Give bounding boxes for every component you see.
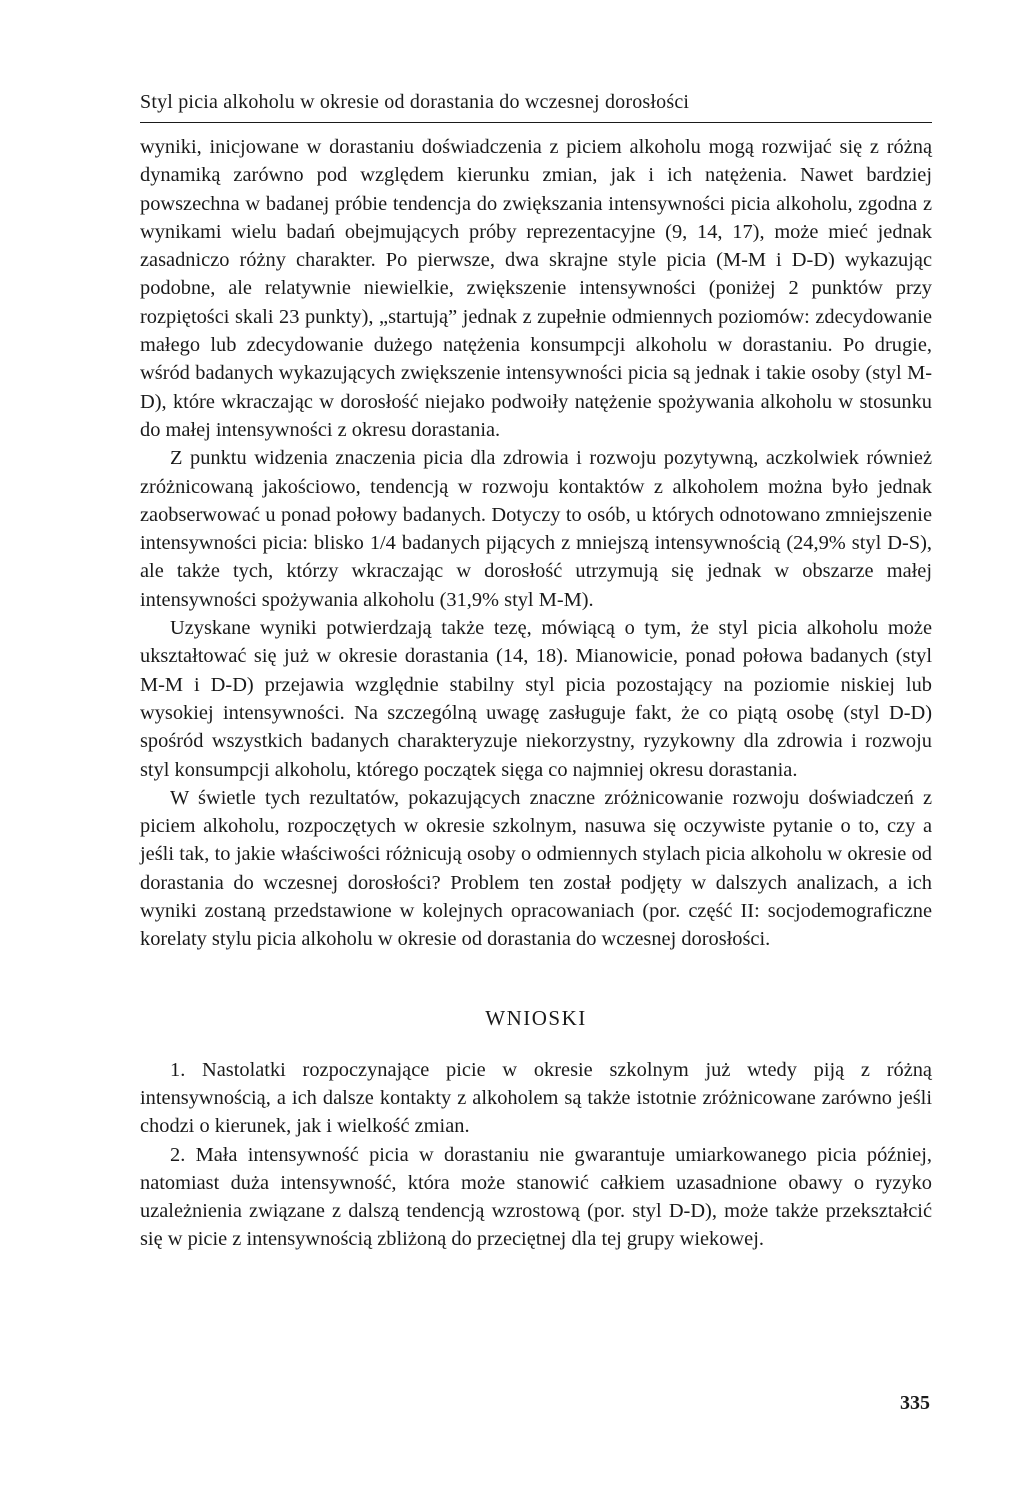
header-rule (140, 122, 932, 123)
body-text (140, 133, 932, 954)
section-heading: WNIOSKI (485, 1005, 587, 1030)
page-number: 335 (900, 1392, 930, 1414)
conclusion-item: 1. Nastolatki rozpoczynające picie w okresie szkolnym już wtedy piją z różną intensywnością, a ich dalsze kontakty z alkoholem są także istotnie zróżnicowane zarówno jeśli chodzi o kierunek, jak i wielkość zmian. (140, 1058, 932, 1138)
page (140, 88, 932, 1254)
paragraph-continued: wyniki, inicjowane w dorastaniu doświadczenia z piciem alkoholu mogą rozwijać się z różną dynamiką zarówno pod względem kierunku zmian, jak i ich natężenia. Nawet bardziej powszechna w badanej próbie tendencja do zwiększania intensywności picia alkoholu, zgodna z wynikami wielu badań obejmujących próby reprezentacyjne (9, 14, 17), może mieć jednak zasadniczo różny charakter. Po pierwsze, dwa skrajne style picia (M-M i D-D) wykazując podobne, ale relatywnie niewielkie, zwiększenie intensywności (poniżej 2 punktów przy rozpiętości skali 23 punkty), „startują” jednak z zupełnie odmiennych poziomów: zdecydowanie małego lub zdecydowanie dużego natężenia konsumpcji alkoholu w dorastaniu. Po drugie, wśród badanych wykazujących zwiększenie intensywności picia są jednak i takie osoby (styl M-D), które wkraczając w dorosłość niejako podwoiły natężenie spożywania alkoholu w stosunku do małej intensywności z okresu dorastania. (140, 136, 932, 441)
conclusions-list (140, 1056, 932, 1254)
running-header: Styl picia alkoholu w okresie od dorastania do wczesnej dorosłości (140, 91, 690, 113)
paragraph: Uzyskane wyniki potwierdzają także tezę, mówiącą o tym, że styl picia alkoholu może ukształtować się już w okresie dorastania (14, 18). Mianowicie, ponad połowa badanych (styl M-M i D-D) przejawia względnie stabilny styl picia pozostający na poziomie niskiej lub wysokiej intensywności. Na szczególną uwagę zasługuje fakt, że co piątą osobę (styl D-D) spośród wszystkich badanych charakteryzuje niekorzystny, ryzykowny dla zdrowia i rozwoju styl konsumpcji alkoholu, którego początek sięga co najmniej okresu dorastania. (140, 617, 932, 781)
paragraph: Z punktu widzenia znaczenia picia dla zdrowia i rozwoju pozytywną, aczkolwiek również zróżnicowaną jakościowo, tendencją w rozwoju kontaktów z alkoholem można było jednak zaobserwować u ponad połowy badanych. Dotyczy to osób, u których odnotowano zmniejszenie intensywności picia: blisko 1/4 badanych pijących z mniejszą intensywnością (24,9% styl D-S), ale także tych, którzy wkraczając w dorosłość utrzymują się jednak w obszarze małej intensywności spożywania alkoholu (31,9% styl M-M). (140, 447, 932, 611)
conclusion-item: 2. Mała intensywność picia w dorastaniu nie gwarantuje umiarkowanego picia później, natomiast duża intensywność, która może stanowić całkiem uzasadnione obawy o ryzyko uzależnienia związane z dalszą tendencją wzrostową (por. styl D-D), może także przekształcić się w picie z intensywnością zbliżoną do przeciętnej dla tej grupy wiekowej. (140, 1143, 932, 1251)
paragraph: W świetle tych rezultatów, pokazujących znaczne zróżnicowanie rozwoju doświadczeń z piciem alkoholu, rozpoczętych w okresie szkolnym, nasuwa się oczywiste pytanie o to, czy a jeśli tak, to jakie właściwości różnicują osoby o odmiennych stylach picia alkoholu w okresie od dorastania do wczesnej dorosłości? Problem ten został podjęty w dalszych analizach, a ich wyniki zostaną przedstawione w kolejnych opracowaniach (por. część II: socjodemograficzne korelaty stylu picia alkoholu w okresie od dorastania do wczesnej dorosłości. (140, 786, 932, 951)
